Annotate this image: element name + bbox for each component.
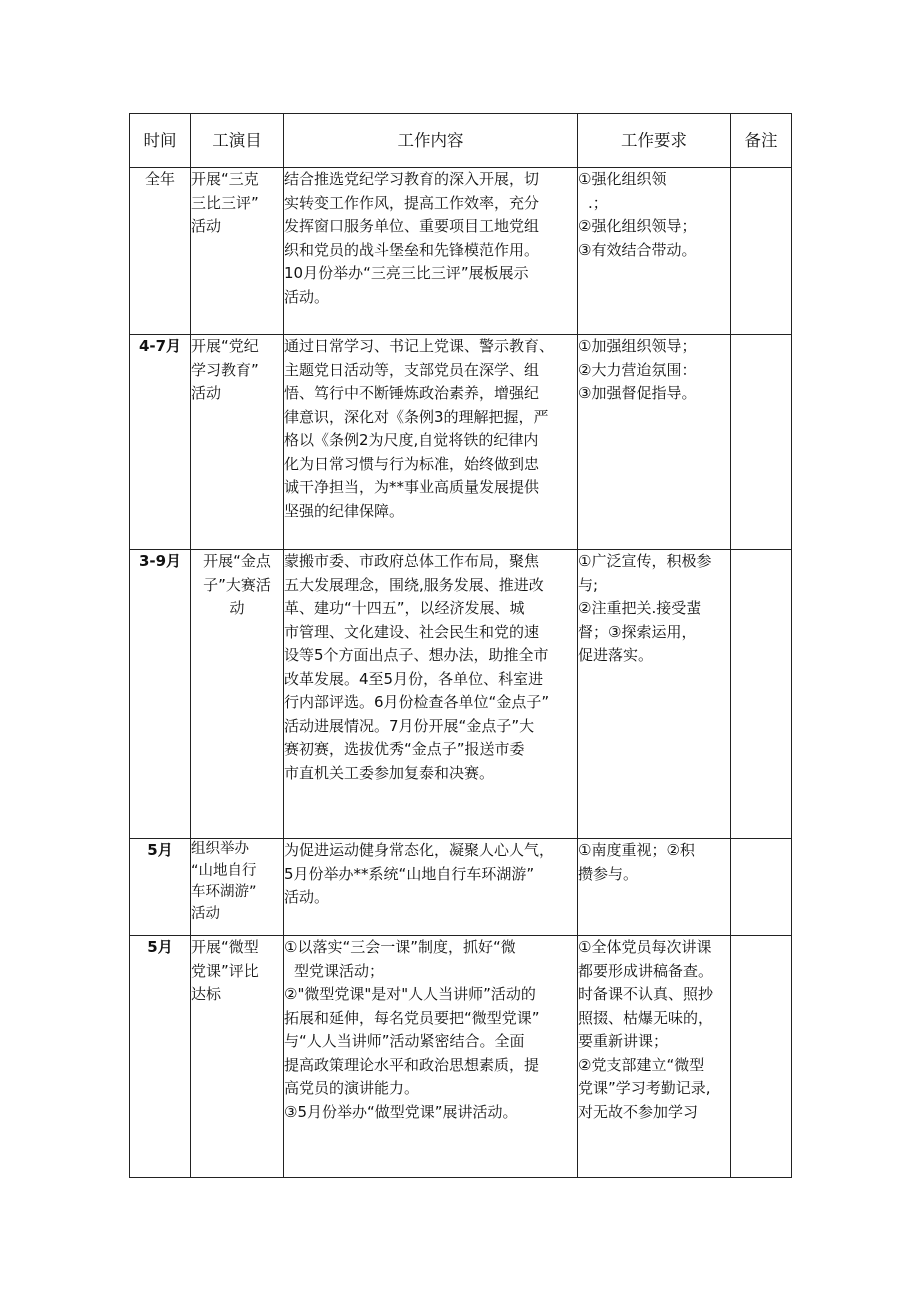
content-line: 市直机关工委参加复泰和决赛。: [284, 763, 495, 782]
cell-item: [191, 839, 284, 936]
requirement-line: ①加强组织领导；: [578, 337, 697, 355]
item-line: 达标: [191, 985, 222, 1003]
content-line: 活动。: [284, 888, 330, 906]
requirement-line: 督；③探索运用，: [578, 622, 697, 641]
table-row: [130, 335, 792, 550]
header-item: 工演目: [191, 114, 284, 168]
item-line: 车环湖游”: [191, 884, 257, 900]
requirement-line: ①南度重视；②积: [578, 841, 695, 859]
cell-content: [284, 335, 578, 550]
content-line: 五大发展理念，围绕,服务发展、推进改: [284, 575, 544, 594]
content-line: 市管理、文化建设、社会民生和党的速: [284, 622, 540, 641]
requirement-line: 攒参与。: [578, 864, 639, 883]
item-line: 党课”评比: [191, 961, 259, 980]
cell-time: 3-9月: [130, 550, 191, 839]
cell-remark: [731, 839, 792, 936]
cell-item: [191, 335, 284, 550]
requirement-line: 照掇、枯爆无味的，: [578, 1008, 714, 1027]
requirement-line: ①广泛宣传，积极参: [578, 552, 712, 570]
content-line: 活动进展情况。7月份开展“金点子”大: [284, 716, 535, 735]
table-row: [130, 550, 792, 839]
content-line: 律意识，深化对《条例3的理解把握，严: [284, 407, 549, 426]
content-line: ③5月份举办“做型党课”展讲活动。: [284, 1102, 518, 1121]
requirement-line: 都要形成讲稿备查。: [578, 961, 714, 980]
item-line: 开展“三克: [191, 170, 259, 188]
cell-item: [191, 168, 284, 335]
requirement-line: 党课”学习考勤记录,: [578, 1079, 711, 1097]
requirement-line: 时备课不认真、照抄: [578, 985, 714, 1003]
cell-item: [191, 550, 284, 839]
item-line: 活动: [191, 217, 222, 235]
table-row: [130, 936, 792, 1178]
header-time: 时间: [130, 114, 191, 168]
content-line: 通过日常学习、书记上党课、警示教育、: [284, 337, 555, 355]
content-line: 发挥窗口服务单位、重要项目工地党组: [284, 217, 540, 235]
cell-remark: [731, 936, 792, 1178]
cell-item: [191, 936, 284, 1178]
requirement-line: ②强化组织领导；: [578, 217, 697, 235]
cell-content: [284, 550, 578, 839]
item-line: 活动: [191, 384, 222, 402]
content-line: 实转变工作作风，提高工作效率，充分: [284, 193, 540, 212]
header-content: 工作内容: [284, 114, 578, 168]
content-line: 为促进运动健身常态化，凝聚人心人气，: [284, 841, 555, 859]
cell-content: [284, 839, 578, 936]
cell-remark: [731, 335, 792, 550]
content-line: 活动。: [284, 287, 330, 306]
content-line: 高党员的演讲能力。: [284, 1079, 420, 1097]
content-line: 织和党员的战斗堡垒和先锋模范作用。: [284, 240, 540, 259]
cell-time: 全年: [130, 168, 191, 335]
item-line: 开展“党纪: [191, 337, 259, 355]
item-line: 开展“微型: [191, 938, 259, 956]
cell-requirement: [578, 936, 731, 1178]
cell-requirement: [578, 839, 731, 936]
content-line: 蒙搬市委、市政府总体工作布局，聚焦: [284, 552, 540, 570]
item-line: 动: [229, 599, 245, 617]
requirement-line: .；: [588, 193, 608, 212]
content-line: 革、建功“十四五”，以经济发展、城: [284, 599, 525, 617]
requirement-line: ②注重把关.接受蜚: [578, 599, 702, 617]
requirement-line: 要重新讲课；: [578, 1032, 669, 1050]
requirement-line: ③加强督促指导。: [578, 384, 697, 402]
content-line: 诚干净担当，为**事业高质量发展提供: [284, 478, 540, 496]
item-line: 子”大赛活: [203, 575, 271, 594]
requirement-line: 促进落实。: [578, 646, 654, 664]
item-line: “山地自行: [191, 862, 257, 879]
content-line: 格以《条例2为尺度,自觉将铁的纪律内: [284, 431, 539, 449]
cell-requirement: [578, 168, 731, 335]
cell-time: 5月: [130, 839, 191, 936]
content-line: 提高政策理论水平和政治思想素质，提: [284, 1055, 540, 1074]
content-line: ①以落实“三会一课”制度，抓好“微: [284, 938, 516, 956]
content-line: 改革发展。4至5月份，各单位、科室进: [284, 669, 544, 688]
content-line: 10月份举办“三亮三比三评”展板展示: [284, 264, 529, 282]
cell-requirement: [578, 550, 731, 839]
item-line: 三比三评”: [191, 193, 259, 212]
item-line: 学习教育”: [191, 360, 259, 379]
requirement-line: ③有效结合带动。: [578, 240, 697, 259]
table-row: [130, 168, 792, 335]
item-line: 开展“金点: [203, 552, 271, 570]
cell-remark: [731, 168, 792, 335]
requirement-line: ①强化组织领: [578, 170, 667, 188]
content-line: ②"微型党课"是对"人人当讲师”活动的: [284, 985, 536, 1003]
requirement-line: 与;: [578, 575, 599, 594]
header-remark: 备注: [731, 114, 792, 168]
table-row: [130, 839, 792, 936]
content-line: 型党课活动；: [294, 961, 385, 980]
table-header-row: [130, 114, 792, 168]
content-line: 拓展和延伸，每名党员要把“微型党课”: [284, 1008, 540, 1027]
item-line: 活动: [191, 905, 220, 922]
header-requirement: 工作要求: [578, 114, 731, 168]
cell-requirement: [578, 335, 731, 550]
content-line: 化为日常习惯与行为标准，始终做到忠: [284, 454, 540, 473]
requirement-line: ①全体党员每次讲课: [578, 938, 712, 956]
cell-time: 4-7月: [130, 335, 191, 550]
work-plan-table: [129, 113, 792, 1178]
requirement-line: ②大力营迨氛围：: [578, 360, 697, 379]
content-line: 行内部评选。6月份检查各单位“金点子”: [284, 693, 550, 711]
content-line: 赛初赛，选拔优秀“金点子”报送市委: [284, 740, 525, 758]
content-line: 结合推选党纪学习教育的深入开展，切: [284, 170, 540, 188]
cell-remark: [731, 550, 792, 839]
content-line: 与“人人当讲师”活动紧密结合。全面: [284, 1032, 525, 1050]
requirement-line: ②党支部建立“微型: [578, 1055, 705, 1074]
content-line: 主题党日活动等，支部党员在深学、组: [284, 360, 540, 379]
item-line: 组织举办: [191, 841, 249, 857]
content-line: 5月份举办**系统“山地自行车环湖游”: [284, 864, 535, 883]
cell-time: 5月: [130, 936, 191, 1178]
content-line: 悟、笃行中不断锤炼政治素养，增强纪: [284, 384, 540, 402]
cell-content: [284, 168, 578, 335]
content-line: 坚强的纪律保障。: [284, 501, 405, 520]
cell-content: [284, 936, 578, 1178]
content-line: 设等5个方面出点子、想办法，助推全市: [284, 646, 549, 664]
requirement-line: 对无故不参加学习: [578, 1102, 699, 1121]
